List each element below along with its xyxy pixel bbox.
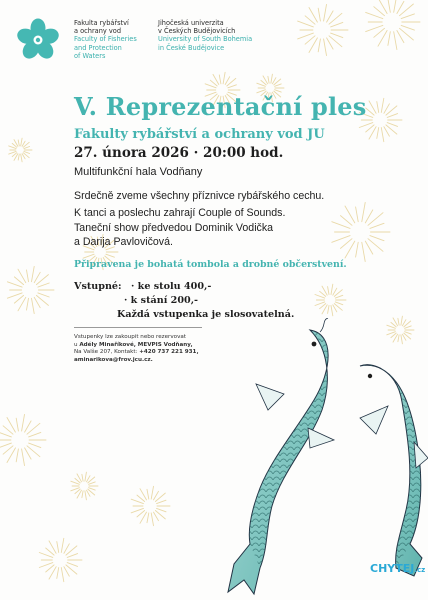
koi-fish-pair-icon [210,318,428,598]
program-line: Taneční show předvedou Dominik Vodička [74,221,274,234]
ticket-lottery-note: Každá vstupenka je slosovatelná. [117,309,295,320]
tombola-highlight: Připravena je bohatá tombola a drobné občerstvení. [74,259,347,270]
firework-burst [71,472,98,500]
firework-burst [366,0,420,50]
brand-name: CHYTEJ [370,562,415,575]
event-title: V. Reprezentační ples [74,92,367,121]
koi-fish-right [360,365,428,576]
ticket-contact-info [74,334,199,364]
faculty-name [74,19,144,60]
ticket-label: Vstupné: [74,281,122,292]
contact-person: Adély Minaříkové, MEVPIS Vodňany, [79,341,193,348]
firework-burst [298,4,348,55]
event-subtitle: Fakulty rybářství a ochrany vod JU [74,127,325,142]
faculty-name-en-line: and Protection [74,43,122,52]
university-name-en-line: in České Budějovice [158,43,225,52]
faculty-name-en-line: of Waters [74,51,106,60]
contact-prefix: u [74,341,80,348]
chytej-logo-icon[interactable] [370,562,425,575]
faculty-name-cz-line: Fakulta rybářství [74,19,129,27]
faculty-name-en-line: Faculty of Fisheries [74,35,137,44]
university-name [158,19,268,52]
flower-logo-icon [16,16,60,64]
firework-burst [7,266,54,313]
event-venue: Multifunkční hala Vodňany [74,166,203,178]
program-text [74,206,285,250]
contact-address: Na Valše 207, Kontakt: [74,349,140,356]
firework-burst [9,138,32,162]
contact-line: Vstupenky lze zakoupit nebo rezervovat [74,334,187,340]
event-date: 27. února 2026 · 20:00 hod. [74,145,284,161]
koi-fish-left [228,318,334,594]
invitation-text [74,189,324,204]
firework-burst [131,486,170,525]
contact-line [74,349,199,357]
ticket-price-table: · ke stolu 400,- [131,281,212,292]
contact-email: aminarikova@frov.jcu.cz. [74,356,153,363]
invitation-line: Srdečně zveme všechny příznivce rybářského cechu. [74,190,325,202]
program-line: K tanci a poslechu zahrají Couple of Sounds. [74,207,286,219]
firework-burst [0,414,46,465]
university-name-en-line: University of South Bohemia [158,35,253,44]
divider [74,327,202,328]
firework-burst [315,284,346,316]
university-name-cz-line: v Českých Budějovicích [158,27,236,36]
faculty-name-cz-line: a ochrany vod [74,27,122,36]
contact-phone: +420 737 221 931, [139,349,199,356]
program-line: a Darija Pavlovičová. [74,236,173,248]
firework-burst [39,538,82,581]
ticket-price-standing: · k stání 200,- [124,295,199,306]
brand-suffix: .cz [414,566,426,574]
university-name-cz-line: Jihočeská univerzita [158,19,224,27]
firework-burst [332,203,390,262]
